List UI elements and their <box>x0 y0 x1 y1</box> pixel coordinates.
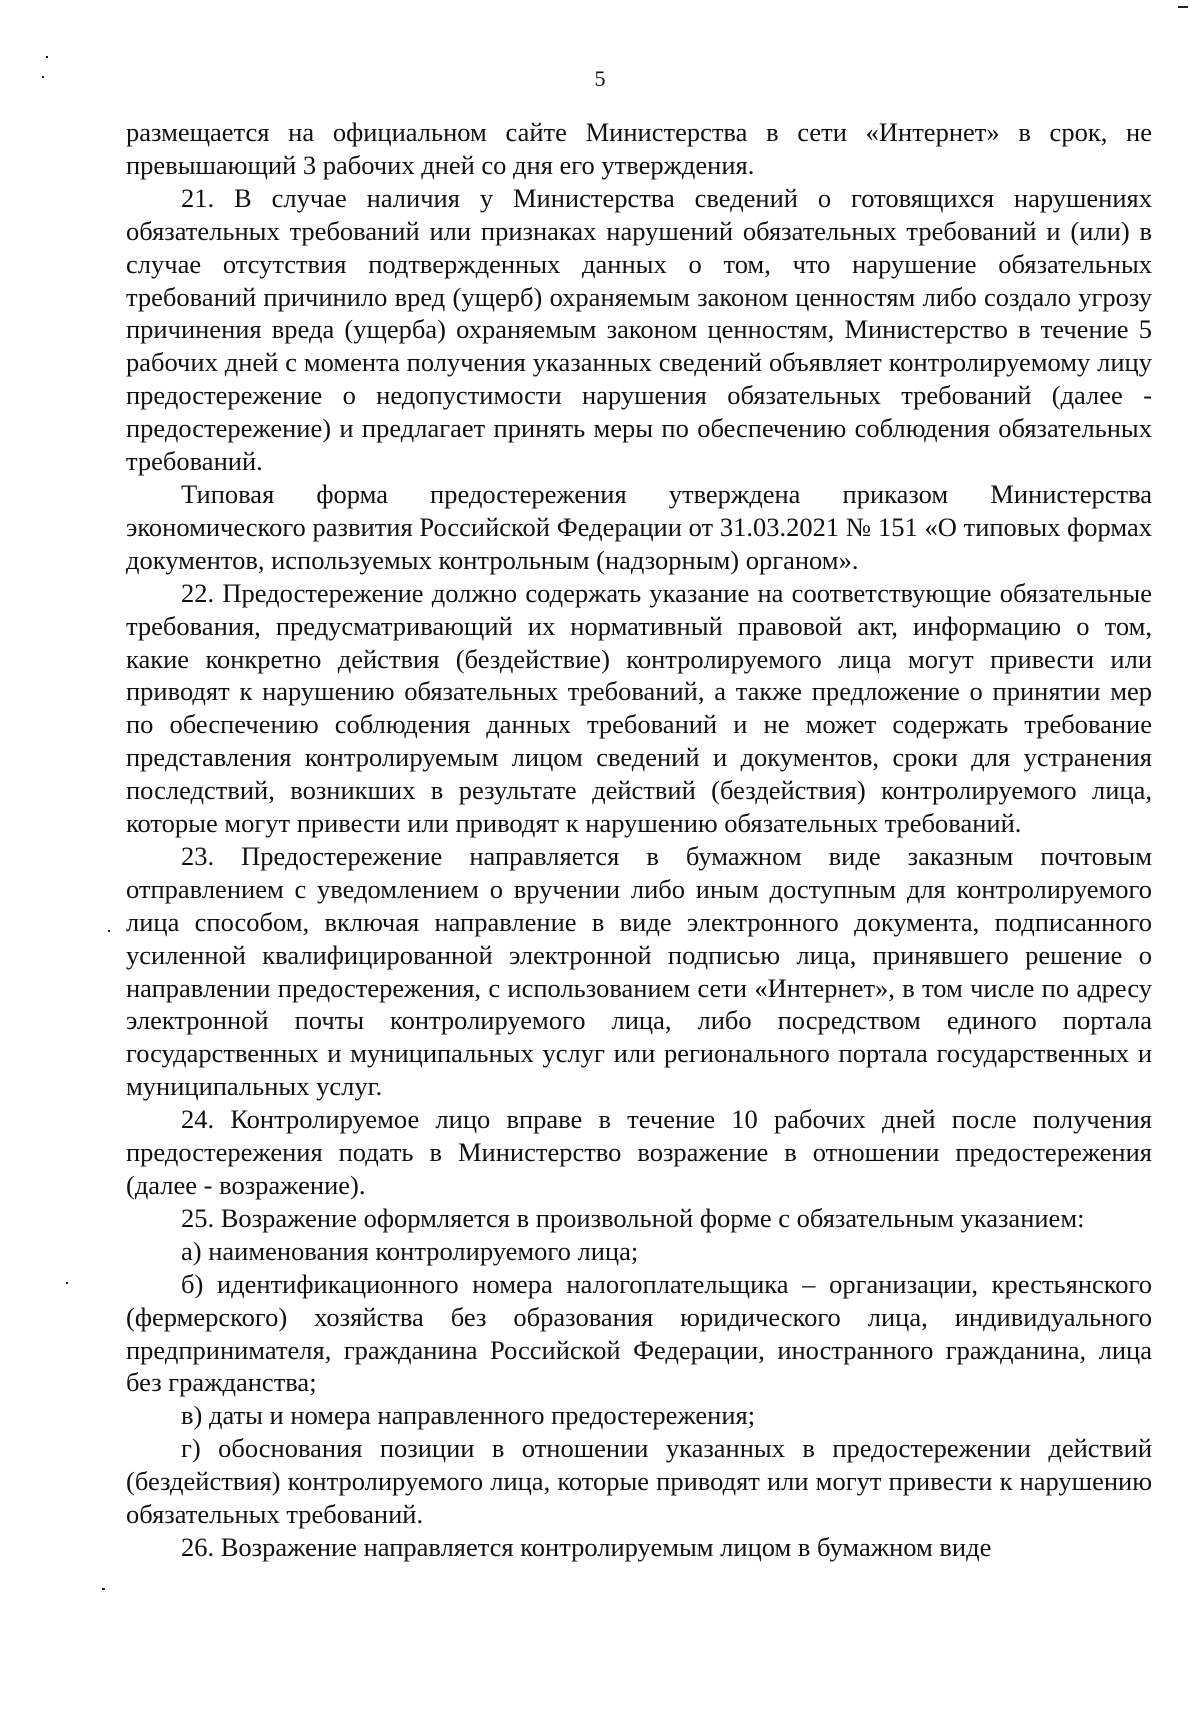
list-item-v: в) даты и номера направленного предостережения; <box>181 1400 756 1431</box>
list-item-g: г) обоснования позиции в отношении указанных в предостережении действий (бездействия) контролируемого лица, которые приводят или могут привести к нарушению обязательных требований. <box>126 1433 1152 1530</box>
list-item-b: б) идентификационного номера налогоплательщика – организации, крестьянского (фермерского) хозяйства без образования юридического лица, индивидуального предпринимателя, гражданина Российской Федерации, иностранного гражданина, лица без гражданства; <box>126 1268 1152 1398</box>
paragraph-23: 23. Предостережение направляется в бумажном виде заказным почтовым отправлением с уведомлением о вручении либо иным доступным для контролируемого лица способом, включая направление в виде электронного документа, подписанного усиленной квалифицированной электронной подписью лица, принявшего решение о направлении предостережения, с использованием сети «Интернет», в том числе по адресу электронной почты контролируемого лица, либо посредством единого портала государственных и муниципальных услуг или регионального портала государственных и муниципальных услуг. <box>126 840 1152 1102</box>
paragraph-26: 26. Возражение направляется контролируемым лицом в бумажном виде <box>181 1531 992 1562</box>
page-number: 5 <box>594 66 606 91</box>
paragraph-continuation: размещается на официальном сайте Министерства в сети «Интернет» в срок, не превышающий 3 рабочих дней со дня его утверждения. <box>126 117 1152 180</box>
paragraph-25: 25. Возражение оформляется в произвольной форме с обязательным указанием: <box>181 1202 1085 1233</box>
scan-dot <box>46 56 48 58</box>
paragraph-24: 24. Контролируемое лицо вправе в течение 10 рабочих дней после получения предостережения подать в Министерство возражение в отношении предостережения (далее - возражение). <box>126 1104 1152 1200</box>
paragraph-22: 22. Предостережение должно содержать указание на соответствующие обязательные требования, предусматривающий их нормативный правовой акт, информацию о том, какие конкретно действия (бездействие) контролируемого лица могут привести или приводят к нарушению обязательных требований, а также предложение о принятии мер по обеспечению соблюдения данных требований и не может содержать требование представления контролируемым лицом сведений и документов, сроки для устранения последствий, возникших в результате действий (бездействия) контролируемого лица, которые могут привести или приводят к нарушению обязательных требований. <box>126 577 1152 839</box>
document-body <box>126 116 1152 1564</box>
paragraph-standard-form: Типовая форма предостережения утверждена приказом Министерства экономического развития Российской Федерации от 31.03.2021 № 151 «О типовых формах документов, используемых контрольным (надзорным) органом». <box>126 478 1152 575</box>
scan-dot <box>102 1588 105 1590</box>
paragraph-21: 21. В случае наличия у Министерства сведений о готовящихся нарушениях обязательных требований или признаках нарушений обязательных требований и (или) в случае отсутствия подтвержденных данных о том, что нарушение обязательных требований причинило вред (ущерб) охраняемым законом ценностям либо создало угрозу причинения вреда (ущерба) охраняемым законом ценностям, Министерство в течение 5 рабочих дней с момента получения указанных сведений объявляет контролируемому лицу предостережение о недопустимости нарушения обязательных требований (далее - предостережение) и предлагает принять меры по обеспечению соблюдения обязательных требований. <box>126 182 1152 477</box>
scan-dot <box>108 930 110 932</box>
scan-edge-mark <box>1178 6 1188 8</box>
scan-dot <box>66 1282 68 1284</box>
list-item-a: а) наименования контролируемого лица; <box>181 1235 639 1266</box>
